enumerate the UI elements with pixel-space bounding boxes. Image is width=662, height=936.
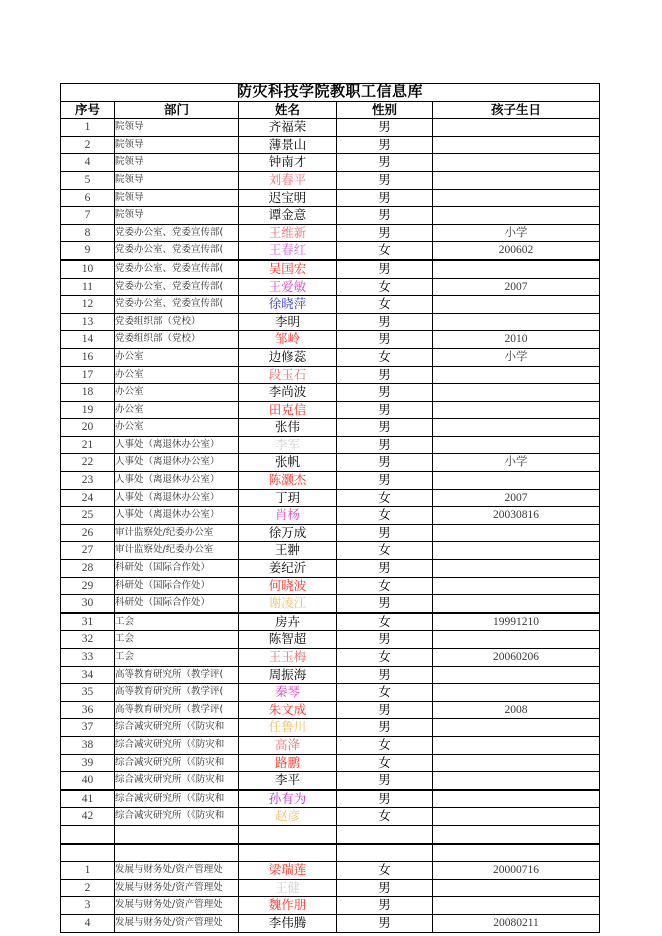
cell-employee-name[interactable]: 薄景山 [239,136,337,154]
table-row[interactable] [61,825,600,843]
cell-employee-name[interactable]: 谭金意 [239,207,337,225]
cell-gender[interactable]: 女 [337,577,433,595]
cell-department[interactable]: 院领导 [115,207,239,225]
column-header-sex: 性别 [337,101,433,119]
cell-child-birthday[interactable]: 2008 [433,701,600,719]
cell-department[interactable]: 综合减灾研究所（《防灾和 [115,754,239,772]
cell-gender[interactable]: 女 [337,507,433,525]
cell-sequence-number[interactable]: 16 [61,348,115,366]
cell-employee-name[interactable]: 刘春平 [239,171,337,189]
cell-gender[interactable]: 男 [337,472,433,490]
cell-employee-name[interactable]: 李伟腾 [239,914,337,932]
cell-employee-name[interactable]: 钟南才 [239,154,337,172]
cell-employee-name[interactable]: 田克信 [239,401,337,419]
cell-sequence-number[interactable]: 25 [61,507,115,525]
cell-sequence-number[interactable]: 3 [61,897,115,915]
cell-employee-name[interactable]: 谢凌江 [239,595,337,613]
cell-department[interactable]: 发展与财务处/资产管理处 [115,879,239,897]
cell-department[interactable]: 院领导 [115,171,239,189]
cell-sequence-number[interactable]: 18 [61,384,115,402]
cell-child-birthday[interactable] [433,879,600,897]
cell-child-birthday[interactable]: 小学 [433,224,600,242]
cell-child-birthday[interactable] [433,684,600,702]
cell-department[interactable] [115,844,239,862]
cell-department[interactable]: 工会 [115,631,239,649]
cell-department[interactable]: 发展与财务处/资产管理处 [115,897,239,915]
cell-employee-name[interactable]: 赵彦 [239,808,337,826]
cell-employee-name[interactable]: 丁玥 [239,489,337,507]
cell-child-birthday[interactable] [433,542,600,560]
cell-child-birthday[interactable] [433,666,600,684]
cell-sequence-number[interactable]: 23 [61,472,115,490]
table-row[interactable] [61,631,600,649]
cell-employee-name[interactable]: 边修蕊 [239,348,337,366]
cell-employee-name[interactable]: 房卉 [239,613,337,631]
cell-employee-name[interactable]: 陈智超 [239,631,337,649]
cell-child-birthday[interactable]: 20060206 [433,649,600,667]
cell-sequence-number[interactable]: 21 [61,436,115,454]
cell-gender[interactable]: 女 [337,862,433,880]
cell-gender[interactable]: 女 [337,489,433,507]
cell-sequence-number[interactable]: 11 [61,278,115,296]
table-row[interactable] [61,454,600,472]
cell-gender[interactable]: 男 [337,595,433,613]
cell-child-birthday[interactable] [433,171,600,189]
table-row[interactable] [61,914,600,932]
table-row[interactable] [61,790,600,808]
cell-sequence-number[interactable]: 17 [61,366,115,384]
cell-department[interactable]: 科研处（国际合作处） [115,560,239,578]
cell-department[interactable]: 办公室 [115,384,239,402]
cell-gender[interactable]: 男 [337,524,433,542]
cell-department[interactable]: 科研处（国际合作处） [115,595,239,613]
cell-child-birthday[interactable]: 20000716 [433,862,600,880]
cell-employee-name[interactable]: 王健 [239,879,337,897]
cell-department[interactable]: 党委组织部（党校） [115,331,239,349]
cell-employee-name[interactable]: 姜纪沂 [239,560,337,578]
cell-department[interactable]: 人事处（离退休办公室） [115,454,239,472]
cell-employee-name[interactable]: 何晓波 [239,577,337,595]
cell-department[interactable]: 院领导 [115,119,239,137]
table-row[interactable] [61,207,600,225]
cell-sequence-number[interactable]: 7 [61,207,115,225]
spreadsheet-area [60,83,599,933]
table-row[interactable] [61,189,600,207]
cell-gender[interactable]: 男 [337,631,433,649]
cell-child-birthday[interactable] [433,736,600,754]
cell-gender[interactable]: 女 [337,684,433,702]
cell-child-birthday[interactable] [433,136,600,154]
table-row[interactable] [61,666,600,684]
table-row[interactable] [61,366,600,384]
cell-gender[interactable]: 男 [337,454,433,472]
cell-child-birthday[interactable]: 200602 [433,242,600,260]
cell-gender[interactable]: 男 [337,701,433,719]
cell-child-birthday[interactable] [433,313,600,331]
cell-department[interactable]: 综合减灾研究所（《防灾和 [115,772,239,790]
cell-gender[interactable] [337,825,433,843]
cell-department[interactable]: 党委办公室、党委宣传部( [115,260,239,278]
cell-child-birthday[interactable] [433,808,600,826]
cell-department[interactable]: 综合减灾研究所（《防灾和 [115,719,239,737]
cell-gender[interactable]: 男 [337,719,433,737]
cell-employee-name[interactable]: 李平 [239,772,337,790]
cell-gender[interactable]: 女 [337,649,433,667]
cell-child-birthday[interactable] [433,560,600,578]
cell-child-birthday[interactable] [433,844,600,862]
cell-department[interactable]: 审计监察处/纪委办公室 [115,524,239,542]
cell-department[interactable]: 综合减灾研究所（《防灾和 [115,790,239,808]
title-row [61,84,600,102]
table-row[interactable] [61,613,600,631]
cell-employee-name[interactable] [239,844,337,862]
cell-gender[interactable]: 男 [337,436,433,454]
table-row[interactable] [61,260,600,278]
cell-sequence-number[interactable]: 35 [61,684,115,702]
cell-gender[interactable]: 女 [337,296,433,314]
cell-gender[interactable]: 男 [337,772,433,790]
column-header-dept: 部门 [115,101,239,119]
column-header-seq: 序号 [61,101,115,119]
table-row[interactable] [61,879,600,897]
cell-child-birthday[interactable] [433,384,600,402]
table-row[interactable] [61,384,600,402]
header-row [61,101,600,119]
cell-child-birthday[interactable] [433,207,600,225]
cell-sequence-number[interactable]: 39 [61,754,115,772]
cell-department[interactable]: 高等教育研究所（教学评( [115,701,239,719]
cell-gender[interactable] [337,844,433,862]
cell-sequence-number[interactable]: 14 [61,331,115,349]
cell-department[interactable]: 办公室 [115,348,239,366]
cell-sequence-number[interactable]: 1 [61,862,115,880]
table-row[interactable] [61,154,600,172]
cell-department[interactable]: 办公室 [115,419,239,437]
cell-gender[interactable]: 男 [337,207,433,225]
cell-department[interactable]: 办公室 [115,401,239,419]
cell-department[interactable]: 发展与财务处/资产管理处 [115,862,239,880]
cell-child-birthday[interactable]: 2007 [433,278,600,296]
cell-department[interactable]: 发展与财务处/资产管理处 [115,914,239,932]
employee-info-table [60,83,600,933]
cell-employee-name[interactable]: 齐福荣 [239,119,337,137]
cell-child-birthday[interactable] [433,419,600,437]
table-row[interactable] [61,313,600,331]
cell-sequence-number[interactable]: 2 [61,879,115,897]
cell-gender[interactable]: 女 [337,736,433,754]
table-row[interactable] [61,331,600,349]
cell-employee-name[interactable]: 朱文成 [239,701,337,719]
cell-sequence-number[interactable]: 34 [61,666,115,684]
cell-employee-name[interactable]: 李军 [239,436,337,454]
table-row[interactable] [61,524,600,542]
cell-sequence-number[interactable]: 4 [61,914,115,932]
cell-child-birthday[interactable]: 2007 [433,489,600,507]
cell-employee-name[interactable]: 邹岭 [239,331,337,349]
cell-child-birthday[interactable] [433,472,600,490]
cell-sequence-number[interactable]: 22 [61,454,115,472]
table-row[interactable] [61,171,600,189]
cell-employee-name[interactable]: 王翀 [239,542,337,560]
cell-child-birthday[interactable] [433,790,600,808]
column-header-name: 姓名 [239,101,337,119]
cell-department[interactable]: 院领导 [115,154,239,172]
cell-department[interactable]: 高等教育研究所（教学评( [115,684,239,702]
cell-gender[interactable]: 男 [337,224,433,242]
cell-gender[interactable]: 男 [337,790,433,808]
cell-employee-name[interactable]: 肖杨 [239,507,337,525]
cell-gender[interactable]: 男 [337,189,433,207]
cell-gender[interactable]: 男 [337,260,433,278]
cell-sequence-number[interactable]: 6 [61,189,115,207]
cell-child-birthday[interactable]: 小学 [433,454,600,472]
cell-child-birthday[interactable] [433,577,600,595]
cell-employee-name[interactable]: 王爱敏 [239,278,337,296]
cell-child-birthday[interactable] [433,260,600,278]
cell-department[interactable]: 人事处（离退休办公室） [115,436,239,454]
column-header-birthday: 孩子生日 [433,101,600,119]
cell-sequence-number[interactable]: 33 [61,649,115,667]
table-row[interactable] [61,507,600,525]
cell-sequence-number[interactable]: 12 [61,296,115,314]
cell-child-birthday[interactable] [433,296,600,314]
cell-sequence-number[interactable]: 9 [61,242,115,260]
table-row[interactable] [61,296,600,314]
cell-gender[interactable]: 女 [337,242,433,260]
cell-child-birthday[interactable] [433,119,600,137]
table-row[interactable] [61,136,600,154]
cell-employee-name[interactable]: 王春红 [239,242,337,260]
cell-sequence-number[interactable]: 36 [61,701,115,719]
cell-department[interactable]: 综合减灾研究所（《防灾和 [115,808,239,826]
table-row[interactable] [61,577,600,595]
table-row[interactable] [61,754,600,772]
cell-employee-name[interactable]: 梁瑞莲 [239,862,337,880]
cell-department[interactable]: 人事处（离退休办公室） [115,489,239,507]
cell-employee-name[interactable]: 张伟 [239,419,337,437]
cell-child-birthday[interactable] [433,772,600,790]
cell-employee-name[interactable]: 吴国宏 [239,260,337,278]
cell-department[interactable]: 工会 [115,649,239,667]
cell-gender[interactable]: 男 [337,313,433,331]
cell-gender[interactable]: 男 [337,119,433,137]
cell-employee-name[interactable]: 李明 [239,313,337,331]
cell-sequence-number[interactable]: 24 [61,489,115,507]
cell-gender[interactable]: 男 [337,401,433,419]
cell-sequence-number[interactable]: 19 [61,401,115,419]
cell-child-birthday[interactable] [433,631,600,649]
cell-child-birthday[interactable] [433,436,600,454]
table-row[interactable] [61,701,600,719]
table-row[interactable] [61,542,600,560]
cell-gender[interactable]: 男 [337,419,433,437]
cell-child-birthday[interactable] [433,524,600,542]
cell-child-birthday[interactable]: 2010 [433,331,600,349]
cell-child-birthday[interactable] [433,825,600,843]
cell-sequence-number[interactable]: 10 [61,260,115,278]
cell-sequence-number[interactable]: 13 [61,313,115,331]
cell-employee-name[interactable]: 张帆 [239,454,337,472]
cell-gender[interactable]: 男 [337,914,433,932]
cell-gender[interactable]: 女 [337,542,433,560]
table-row[interactable] [61,401,600,419]
cell-sequence-number[interactable]: 41 [61,790,115,808]
cell-child-birthday[interactable] [433,366,600,384]
cell-employee-name[interactable]: 任鲁川 [239,719,337,737]
cell-gender[interactable]: 男 [337,366,433,384]
cell-employee-name[interactable]: 秦琴 [239,684,337,702]
cell-department[interactable]: 高等教育研究所（教学评( [115,666,239,684]
cell-gender[interactable]: 男 [337,879,433,897]
cell-department[interactable]: 审计监察处/纪委办公室 [115,542,239,560]
cell-child-birthday[interactable]: 20030816 [433,507,600,525]
cell-child-birthday[interactable]: 小学 [433,348,600,366]
table-row[interactable] [61,862,600,880]
cell-employee-name[interactable]: 徐万成 [239,524,337,542]
cell-employee-name[interactable]: 李尚波 [239,384,337,402]
cell-gender[interactable]: 女 [337,348,433,366]
page-title: 防灾科技学院教职工信息库 [61,84,600,102]
cell-department[interactable]: 办公室 [115,366,239,384]
cell-child-birthday[interactable] [433,754,600,772]
table-row[interactable] [61,472,600,490]
table-row[interactable] [61,242,600,260]
cell-department[interactable]: 党委办公室、党委宣传部( [115,242,239,260]
cell-department[interactable]: 党委办公室、党委宣传部( [115,296,239,314]
cell-employee-name[interactable]: 高洚 [239,736,337,754]
cell-gender[interactable]: 女 [337,278,433,296]
cell-child-birthday[interactable]: 20080211 [433,914,600,932]
cell-child-birthday[interactable] [433,897,600,915]
table-row[interactable] [61,489,600,507]
table-row[interactable] [61,595,600,613]
cell-gender[interactable]: 男 [337,331,433,349]
cell-employee-name[interactable]: 徐晓萍 [239,296,337,314]
cell-sequence-number[interactable]: 32 [61,631,115,649]
cell-gender[interactable]: 男 [337,136,433,154]
cell-gender[interactable]: 男 [337,560,433,578]
cell-employee-name[interactable] [239,825,337,843]
cell-gender[interactable]: 女 [337,613,433,631]
cell-sequence-number[interactable]: 27 [61,542,115,560]
cell-sequence-number[interactable]: 42 [61,808,115,826]
table-row[interactable] [61,684,600,702]
cell-employee-name[interactable]: 孙有为 [239,790,337,808]
table-row[interactable] [61,278,600,296]
cell-sequence-number[interactable]: 20 [61,419,115,437]
cell-sequence-number[interactable]: 29 [61,577,115,595]
cell-employee-name[interactable]: 魏作朋 [239,897,337,915]
cell-sequence-number[interactable]: 40 [61,772,115,790]
cell-department[interactable]: 综合减灾研究所（《防灾和 [115,736,239,754]
table-row[interactable] [61,224,600,242]
cell-sequence-number[interactable]: 38 [61,736,115,754]
table-row[interactable] [61,844,600,862]
cell-employee-name[interactable]: 王维新 [239,224,337,242]
table-row[interactable] [61,736,600,754]
cell-sequence-number[interactable]: 28 [61,560,115,578]
cell-gender[interactable]: 男 [337,384,433,402]
cell-department[interactable]: 党委办公室、党委宣传部( [115,278,239,296]
table-row[interactable] [61,719,600,737]
cell-employee-name[interactable]: 迟宝明 [239,189,337,207]
cell-child-birthday[interactable] [433,595,600,613]
cell-sequence-number[interactable]: 37 [61,719,115,737]
cell-sequence-number[interactable]: 26 [61,524,115,542]
cell-sequence-number[interactable]: 31 [61,613,115,631]
cell-sequence-number[interactable] [61,844,115,862]
cell-sequence-number[interactable]: 1 [61,119,115,137]
table-row[interactable] [61,808,600,826]
cell-sequence-number[interactable]: 8 [61,224,115,242]
cell-gender[interactable]: 男 [337,154,433,172]
table-row[interactable] [61,772,600,790]
cell-child-birthday[interactable] [433,401,600,419]
table-row[interactable] [61,348,600,366]
table-row[interactable] [61,649,600,667]
cell-employee-name[interactable]: 周振海 [239,666,337,684]
cell-department[interactable] [115,825,239,843]
table-row[interactable] [61,419,600,437]
table-row[interactable] [61,560,600,578]
cell-child-birthday[interactable] [433,189,600,207]
cell-sequence-number[interactable] [61,825,115,843]
cell-department[interactable]: 工会 [115,613,239,631]
cell-department[interactable]: 党委办公室、党委宣传部( [115,224,239,242]
cell-sequence-number[interactable]: 30 [61,595,115,613]
cell-sequence-number[interactable]: 2 [61,136,115,154]
cell-employee-name[interactable]: 陈灏杰 [239,472,337,490]
cell-gender[interactable]: 女 [337,808,433,826]
cell-sequence-number[interactable]: 4 [61,154,115,172]
cell-employee-name[interactable]: 段玉石 [239,366,337,384]
cell-department[interactable]: 人事处（离退休办公室） [115,472,239,490]
cell-department[interactable]: 人事处（离退休办公室） [115,507,239,525]
cell-child-birthday[interactable] [433,154,600,172]
cell-gender[interactable]: 男 [337,897,433,915]
cell-employee-name[interactable]: 王玉梅 [239,649,337,667]
cell-gender[interactable]: 男 [337,666,433,684]
cell-child-birthday[interactable]: 19991210 [433,613,600,631]
table-row[interactable] [61,119,600,137]
cell-sequence-number[interactable]: 5 [61,171,115,189]
cell-gender[interactable]: 女 [337,754,433,772]
cell-department[interactable]: 院领导 [115,189,239,207]
cell-department[interactable]: 院领导 [115,136,239,154]
cell-gender[interactable]: 男 [337,171,433,189]
cell-department[interactable]: 科研处（国际合作处） [115,577,239,595]
cell-employee-name[interactable]: 路鹏 [239,754,337,772]
cell-child-birthday[interactable] [433,719,600,737]
table-row[interactable] [61,897,600,915]
cell-department[interactable]: 党委组织部（党校） [115,313,239,331]
table-row[interactable] [61,436,600,454]
